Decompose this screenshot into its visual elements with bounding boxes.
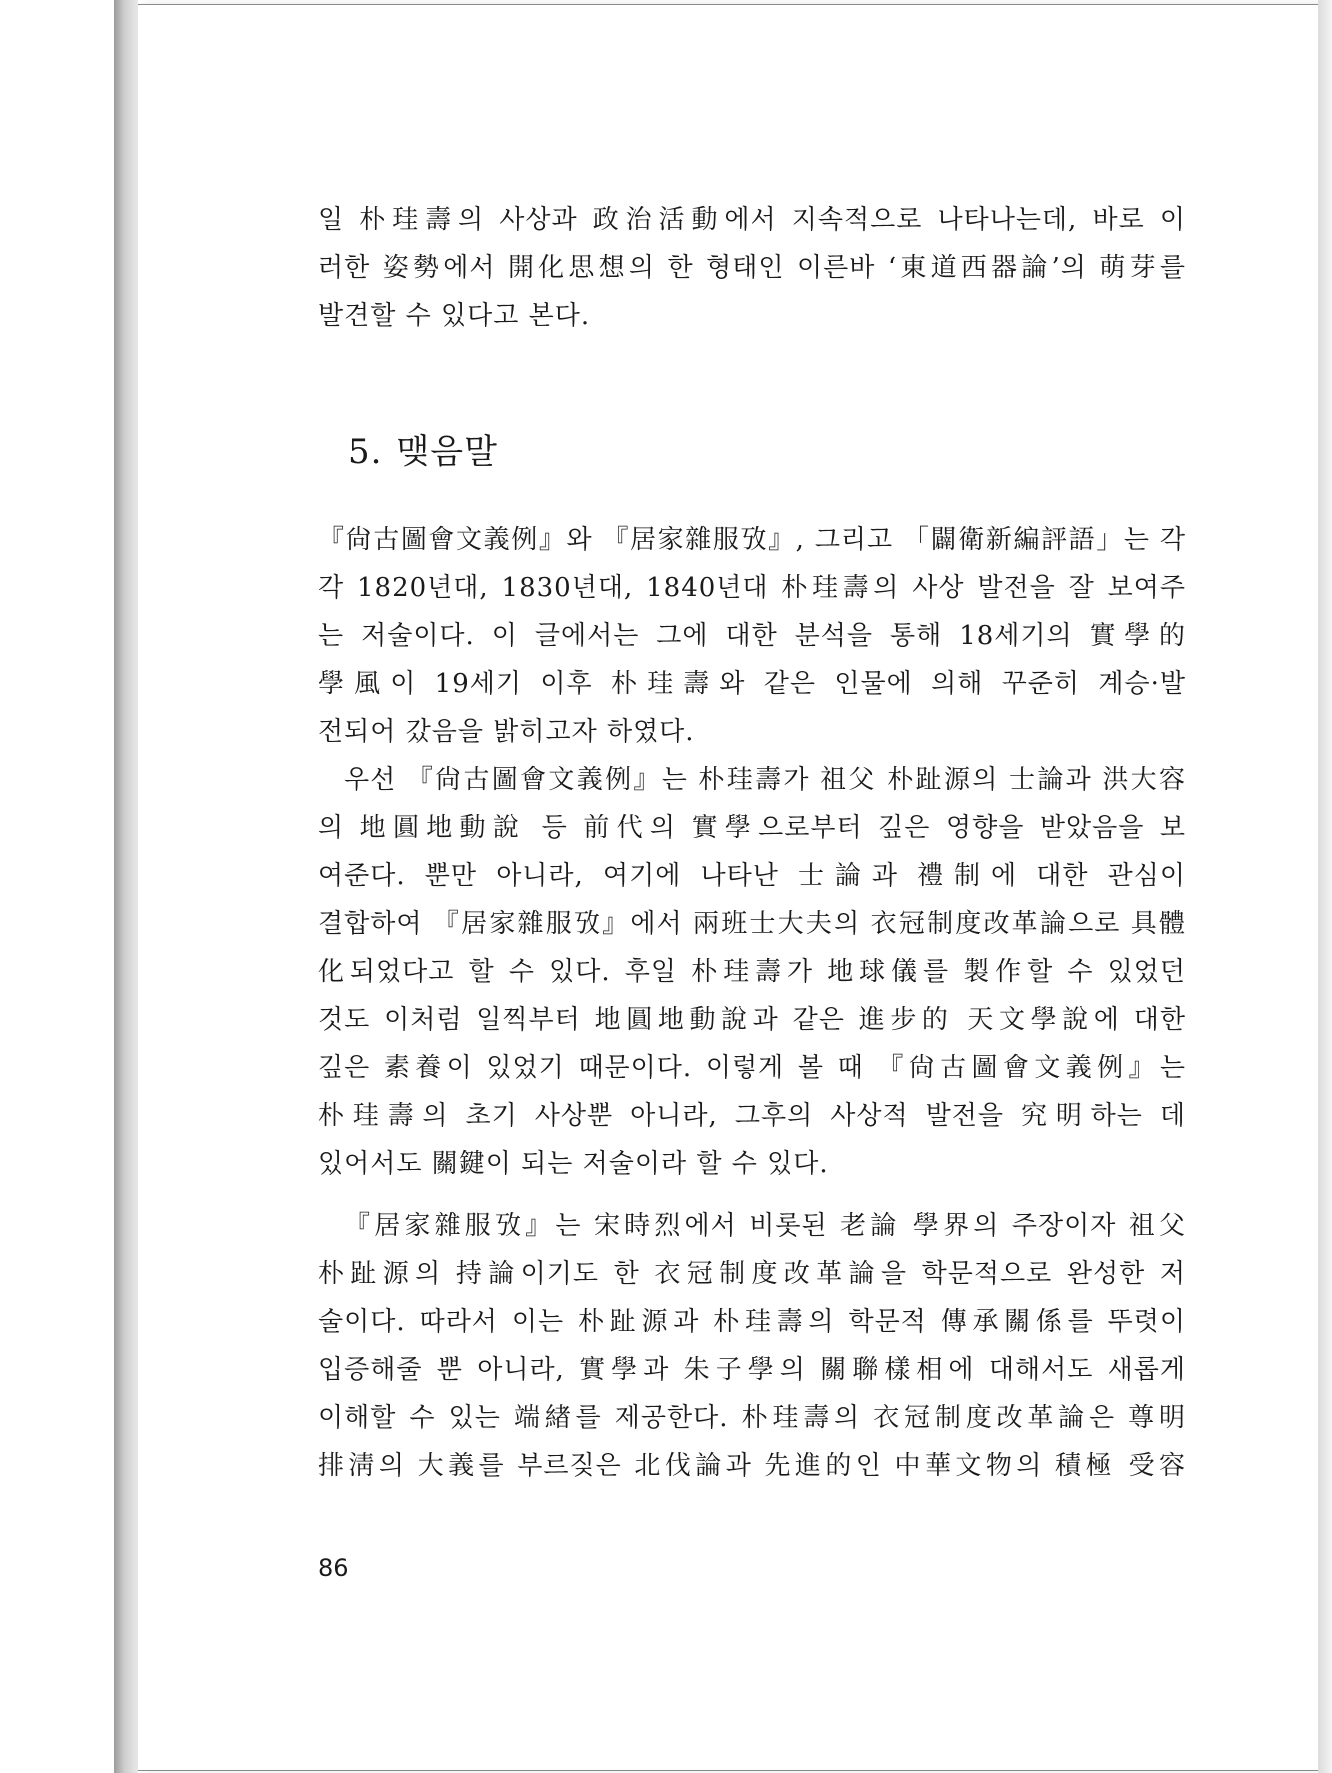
text-line: 이해할 수 있는 端緖를 제공한다. 朴珪壽의 衣冠制度改革論은 尊明 bbox=[318, 1403, 1186, 1433]
text-line: 『尙古圖會文義例』와 『居家雜服攷』, 그리고 「闢衛新編評語」는 각 bbox=[318, 525, 1186, 555]
section-number: 5. bbox=[348, 432, 383, 472]
text-line: 일 朴珪壽의 사상과 政治活動에서 지속적으로 나타나는데, 바로 이 bbox=[318, 205, 1186, 235]
text-line: 발견할 수 있다고 본다. bbox=[318, 301, 591, 331]
page-stack-edge bbox=[114, 0, 138, 1773]
page-right-shadow bbox=[1318, 0, 1332, 1773]
intro-paragraph bbox=[318, 196, 1186, 340]
text-line: 러한 姿勢에서 開化思想의 한 형태인 이른바 ‘東道西器論’의 萌芽를 bbox=[318, 253, 1186, 283]
text-line: 것도 이처럼 일찍부터 地圓地動說과 같은 進步的 天文學說에 대한 bbox=[318, 1005, 1186, 1035]
page-number: 86 bbox=[318, 1554, 349, 1582]
text-line: 깊은 素養이 있었기 때문이다. 이렇게 볼 때 『尙古圖會文義例』는 bbox=[318, 1053, 1186, 1083]
text-line: 있어서도 關鍵이 되는 저술이라 할 수 있다. bbox=[318, 1149, 829, 1179]
text-line: 化되었다고 할 수 있다. 후일 朴珪壽가 地球儀를 製作할 수 있었던 bbox=[318, 957, 1186, 987]
section-title: 맺음말 bbox=[396, 432, 498, 472]
text-line: 여준다. 뿐만 아니라, 여기에 나타난 士論과 禮制에 대한 관심이 bbox=[318, 861, 1186, 891]
text-line: 學風이 19세기 이후 朴珪壽와 같은 인물에 의해 꾸준히 계승·발 bbox=[318, 669, 1186, 699]
text-line: 朴趾源의 持論이기도 한 衣冠制度改革論을 학문적으로 완성한 저 bbox=[318, 1259, 1186, 1289]
text-line: 排淸의 大義를 부르짖은 北伐論과 先進的인 中華文物의 積極 受容 bbox=[318, 1451, 1186, 1481]
text-line: 전되어 갔음을 밝히고자 하였다. bbox=[318, 717, 695, 747]
text-line: 결합하여 『居家雜服攷』에서 兩班士大夫의 衣冠制度改革論으로 具體 bbox=[318, 909, 1186, 939]
text-line: 술이다. 따라서 이는 朴趾源과 朴珪壽의 학문적 傳承關係를 뚜렷이 bbox=[318, 1307, 1186, 1337]
section-heading bbox=[348, 424, 498, 473]
text-line: 는 저술이다. 이 글에서는 그에 대한 분석을 통해 18세기의 實學的 bbox=[318, 621, 1186, 651]
text-line: 의 地圓地動說 등 前代의 實學으로부터 깊은 영향을 받았음을 보 bbox=[318, 813, 1186, 843]
paragraph-1 bbox=[318, 516, 1186, 756]
text-line: 각 1820년대, 1830년대, 1840년대 朴珪壽의 사상 발전을 잘 보여주 bbox=[318, 573, 1186, 603]
paragraph-2 bbox=[318, 756, 1186, 1188]
text-line: 우선 『尙古圖會文義例』는 朴珪壽가 祖父 朴趾源의 士論과 洪大容 bbox=[344, 765, 1186, 795]
text-line: 『居家雜服攷』는 宋時烈에서 비롯된 老論 學界의 주장이자 祖父 bbox=[344, 1211, 1186, 1241]
paragraph-3 bbox=[318, 1202, 1186, 1490]
text-line: 朴珪壽의 초기 사상뿐 아니라, 그후의 사상적 발전을 究明하는 데 bbox=[318, 1101, 1186, 1131]
text-line: 입증해줄 뿐 아니라, 實學과 朱子學의 關聯樣相에 대해서도 새롭게 bbox=[318, 1355, 1186, 1385]
